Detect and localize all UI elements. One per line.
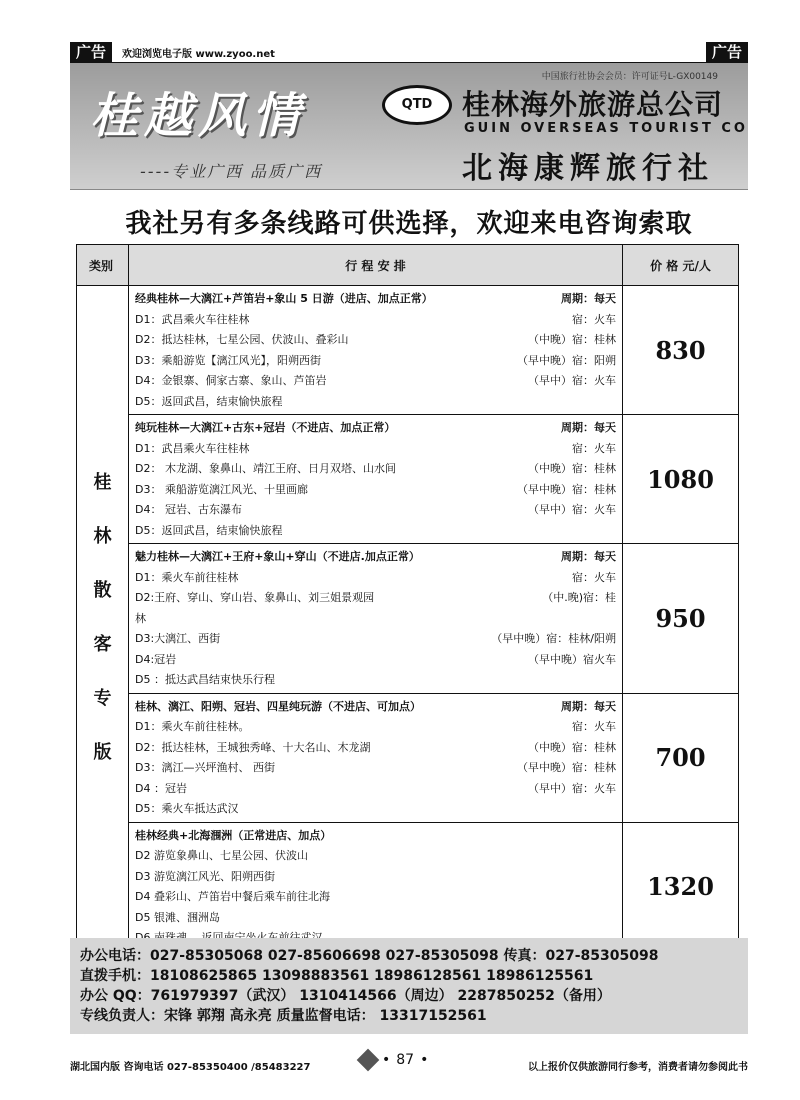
route-day-line — [135, 799, 616, 820]
route-title — [135, 418, 616, 439]
route-day-line — [135, 887, 616, 908]
line-left-text: D3 游览漓江风光、阳朔西街 — [135, 869, 275, 883]
line-left-text: 经典桂林—大漓江+芦笛岩+象山 5 日游（进店、加点正常） — [135, 292, 433, 305]
category-char: 专 — [93, 688, 112, 710]
line-left-text: D2： 木龙湖、象鼻山、靖江王府、日月双塔、山水间 — [135, 462, 396, 475]
category-char: 桂 — [93, 472, 112, 494]
route-day-line — [135, 371, 616, 392]
banner-slogan: 桂越风情 — [90, 88, 307, 144]
line-left-text: D1：乘火车前往桂林。 — [135, 720, 250, 733]
category-char: 林 — [93, 526, 112, 548]
line-left-text: D3：乘船游览【漓江风光】，阳朔西街 — [135, 353, 321, 367]
line-left-text: D5 ：抵达武昌结束快乐行程 — [135, 673, 275, 686]
route-day-line — [135, 846, 616, 867]
member-info: 中国旅行社协会会员：许可证号L-GX00149 — [541, 72, 718, 82]
line-left-text: D2：抵达桂林，七星公园、伏波山、叠彩山 — [135, 333, 349, 346]
manager-line: 专线负责人：宋锋 郭翔 高永亮 质量监督电话： 13317152561 — [80, 1008, 487, 1024]
line-left-text: D5：返回武昌，结束愉快旅程 — [135, 394, 283, 408]
route-price: 830 — [623, 286, 739, 415]
banner-subslogan: ----专业广西 品质广西 — [140, 162, 323, 181]
line-left-text: D4 叠彩山、芦笛岩中餐后乘车前往北海 — [135, 890, 330, 903]
route-price: 1320 — [623, 822, 739, 951]
route-price: 950 — [623, 544, 739, 694]
line-left-text: 桂林、漓江、阳朔、冠岩、四星纯玩游（不进店、可加点） — [135, 699, 421, 713]
line-left-text: 林 — [135, 611, 146, 625]
mobile-phones: 直拨手机：18108625865 13098883561 18986128561 18986125561 — [80, 968, 594, 984]
route-day-line — [135, 609, 616, 630]
line-right-text: （早中）宿：火车 — [528, 781, 616, 795]
line-left-text: D4:冠岩 — [135, 652, 177, 666]
header-schedule: 行 程 安 排 — [129, 245, 623, 286]
line-right-text — [610, 846, 616, 867]
line-right-text: （早中晚）宿：桂林/阳朔 — [491, 632, 616, 645]
line-right-text: （中.晚)宿：桂 — [542, 591, 616, 604]
route-row — [77, 693, 739, 822]
category-char: 版 — [93, 742, 112, 764]
line-right-text: 周期：每天 — [561, 292, 616, 305]
line-right-text — [610, 521, 616, 542]
route-price: 1080 — [623, 415, 739, 544]
header-price: 价 格 元/人 — [623, 245, 739, 286]
line-right-text: （早中晚）宿：阳朔 — [517, 353, 616, 367]
ad-tag-right: 广告 — [706, 42, 748, 62]
route-day-line — [135, 568, 616, 589]
route-day-line — [135, 480, 616, 501]
line-right-text: （早中）宿：火车 — [528, 374, 616, 387]
route-day-line — [135, 758, 616, 779]
page-diamond-icon — [357, 1049, 380, 1072]
route-day-line — [135, 629, 616, 650]
line-right-text: （早中晚）宿：桂林 — [517, 482, 616, 496]
headline: 我社另有多条线路可供选择，欢迎来电咨询索取 — [125, 209, 693, 239]
route-day-line — [135, 717, 616, 738]
line-left-text: D4 ：冠岩 — [135, 781, 187, 795]
line-left-text: D1：乘火车前往桂林 — [135, 570, 239, 584]
line-right-text — [610, 799, 616, 820]
footer-right: 以上报价仅供旅游同行参考，消费者请勿参阅此书 — [528, 1062, 748, 1073]
route-schedule — [129, 822, 623, 951]
route-day-line — [135, 330, 616, 351]
table-header-row — [77, 245, 739, 286]
line-left-text: D4： 冠岩、古东瀑布 — [135, 503, 242, 516]
route-day-line — [135, 588, 616, 609]
route-title — [135, 697, 616, 718]
line-left-text: D1：武昌乘火车往桂林 — [135, 441, 250, 455]
line-left-text: D2 游览象鼻山、七星公园、伏波山 — [135, 849, 308, 862]
line-right-text: 宿：火车 — [572, 312, 616, 326]
line-right-text: 宿：火车 — [572, 570, 616, 584]
line-left-text: D3： 乘船游览漓江风光、十里画廊 — [135, 482, 308, 496]
footer-left: 湖北国内版 咨询电话 027-85350400 /85483227 — [70, 1062, 311, 1073]
office-qq: 办公 QQ：761979397（武汉） 1310414566（周边） 2287850252（备用） — [80, 988, 611, 1004]
line-left-text: 桂林经典+北海涠洲（正常进店、加点） — [135, 828, 332, 842]
line-left-text: D5 银滩、涠洲岛 — [135, 910, 220, 924]
line-left-text: D2：抵达桂林，王城独秀峰、十大名山、木龙湖 — [135, 740, 371, 754]
line-left-text: D4：金银寨、侗家古寨、象山、芦笛岩 — [135, 374, 327, 387]
route-schedule — [129, 286, 623, 415]
company-name-cn: 桂林海外旅游总公司 — [462, 88, 724, 121]
route-title — [135, 547, 616, 568]
line-right-text: （早中晚）宿：桂林 — [517, 761, 616, 774]
line-left-text: D3:大漓江、西街 — [135, 632, 221, 645]
line-right-text — [610, 887, 616, 908]
line-left-text: D3：漓江—兴坪渔村、 西街 — [135, 761, 275, 774]
line-right-text — [610, 609, 616, 630]
route-day-line — [135, 867, 616, 888]
company-name-second: 北海康辉旅行社 — [462, 151, 714, 186]
route-schedule — [129, 693, 623, 822]
header-category: 类别 — [77, 245, 129, 286]
route-day-line — [135, 779, 616, 800]
line-right-text: （中晚）宿：桂林 — [528, 462, 616, 475]
route-day-line — [135, 310, 616, 331]
route-day-line — [135, 908, 616, 929]
route-row — [77, 415, 739, 544]
route-row — [77, 544, 739, 694]
route-day-line — [135, 670, 616, 691]
page-number: • 87 • — [360, 1052, 428, 1068]
line-right-text: 宿：火车 — [572, 720, 616, 733]
route-day-line — [135, 738, 616, 759]
line-right-text: 周期：每天 — [561, 421, 616, 434]
line-right-text: 宿：火车 — [572, 441, 616, 455]
route-body — [77, 286, 739, 952]
route-day-line — [135, 650, 616, 671]
line-right-text: （早中）宿：火车 — [528, 503, 616, 516]
line-right-text — [610, 392, 616, 413]
line-left-text: D2:王府、穿山、穿山岩、象鼻山、刘三姐景观园 — [135, 591, 375, 604]
route-price: 700 — [623, 693, 739, 822]
line-left-text: D5：乘火车抵达武汉 — [135, 802, 239, 815]
company-logo: QTD — [382, 85, 452, 125]
line-right-text — [610, 908, 616, 929]
line-right-text: 周期：每天 — [561, 550, 616, 563]
route-row — [77, 822, 739, 951]
route-schedule — [129, 415, 623, 544]
route-schedule — [129, 544, 623, 694]
route-day-line — [135, 521, 616, 542]
ad-banner — [70, 63, 748, 190]
category-char: 散 — [93, 580, 112, 602]
line-right-text — [610, 670, 616, 691]
line-right-text: （中晚）宿：桂林 — [528, 740, 616, 754]
contact-panel — [70, 938, 748, 1034]
line-left-text: D5：返回武昌，结束愉快旅程 — [135, 523, 283, 537]
route-day-line — [135, 439, 616, 460]
itinerary-table — [76, 244, 739, 952]
route-day-line — [135, 392, 616, 413]
route-title — [135, 289, 616, 310]
category-char: 客 — [93, 634, 112, 656]
welcome-text: 欢迎浏览电子版 www.zyoo.net — [122, 49, 275, 60]
company-name-en: GUIN OVERSEAS TOURIST CO — [464, 121, 748, 136]
line-left-text: 纯玩桂林—大漓江+古东+冠岩（不进店、加点正常） — [135, 421, 396, 434]
line-right-text — [610, 826, 616, 847]
route-day-line — [135, 500, 616, 521]
route-day-line — [135, 459, 616, 480]
line-right-text — [610, 867, 616, 888]
line-right-text: （早中晚）宿火车 — [528, 652, 616, 666]
ad-tag-left: 广告 — [70, 42, 112, 62]
route-title — [135, 826, 616, 847]
line-left-text: D1：武昌乘火车往桂林 — [135, 312, 250, 326]
office-phone: 办公电话：027-85305068 027-85606698 027-85305098 传真：027-85305098 — [80, 948, 659, 964]
route-row — [77, 286, 739, 415]
category-cell — [77, 286, 129, 952]
page-number-text: 87 — [396, 1052, 415, 1068]
route-day-line — [135, 351, 616, 372]
line-right-text: 周期：每天 — [561, 699, 616, 713]
line-left-text: 魅力桂林—大漓江+王府+象山+穿山（不进店.加点正常） — [135, 550, 420, 563]
line-right-text: （中晚）宿：桂林 — [528, 333, 616, 346]
